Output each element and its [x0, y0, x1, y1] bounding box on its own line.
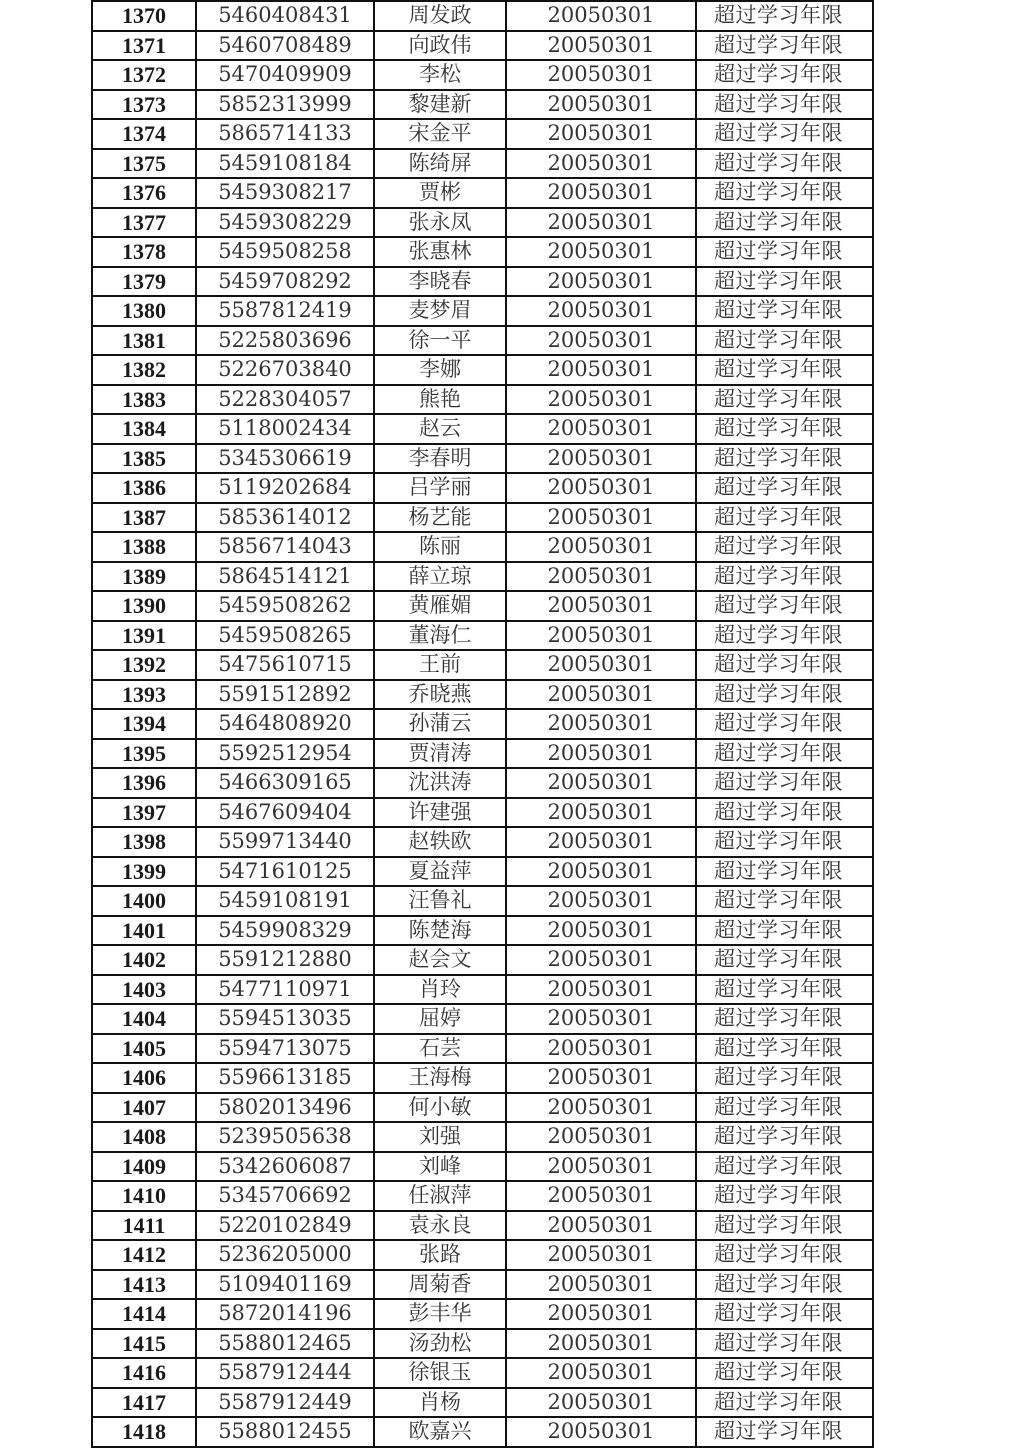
- row-number-cell: 1378: [92, 237, 196, 267]
- student-name-cell: 石芸: [374, 1034, 506, 1064]
- student-id-cell: 5459108184: [196, 149, 374, 179]
- student-name-cell: 麦梦眉: [374, 296, 506, 326]
- table-row: [92, 1240, 873, 1270]
- row-number-cell: 1416: [92, 1358, 196, 1388]
- date-cell: 20050301: [506, 975, 696, 1005]
- row-number-cell: 1395: [92, 739, 196, 769]
- row-number-cell: 1406: [92, 1063, 196, 1093]
- row-number-cell: 1379: [92, 267, 196, 297]
- row-number-cell: 1392: [92, 650, 196, 680]
- table-row: [92, 975, 873, 1005]
- student-name-cell: 王前: [374, 650, 506, 680]
- table-row: [92, 1093, 873, 1123]
- date-cell: 20050301: [506, 208, 696, 238]
- row-number-cell: 1394: [92, 709, 196, 739]
- reason-cell: 超过学习年限: [696, 326, 873, 356]
- date-cell: 20050301: [506, 1152, 696, 1182]
- reason-cell: 超过学习年限: [696, 1063, 873, 1093]
- row-number-cell: 1402: [92, 945, 196, 975]
- row-number-cell: 1371: [92, 31, 196, 61]
- reason-cell: 超过学习年限: [696, 296, 873, 326]
- date-cell: 20050301: [506, 1270, 696, 1300]
- student-id-cell: 5226703840: [196, 355, 374, 385]
- reason-cell: 超过学习年限: [696, 562, 873, 592]
- reason-cell: 超过学习年限: [696, 1211, 873, 1241]
- reason-cell: 超过学习年限: [696, 355, 873, 385]
- reason-cell: 超过学习年限: [696, 473, 873, 503]
- table-row: [92, 296, 873, 326]
- table-row: [92, 90, 873, 120]
- student-id-cell: 5596613185: [196, 1063, 374, 1093]
- row-number-cell: 1375: [92, 149, 196, 179]
- table-row: [92, 827, 873, 857]
- student-name-cell: 张惠林: [374, 237, 506, 267]
- row-number-cell: 1398: [92, 827, 196, 857]
- table-row: [92, 473, 873, 503]
- student-name-cell: 贾彬: [374, 178, 506, 208]
- student-id-cell: 5459708292: [196, 267, 374, 297]
- student-name-cell: 肖玲: [374, 975, 506, 1005]
- table-row: [92, 857, 873, 887]
- student-id-cell: 5864514121: [196, 562, 374, 592]
- reason-cell: 超过学习年限: [696, 1388, 873, 1418]
- table-row: [92, 326, 873, 356]
- student-name-cell: 肖杨: [374, 1388, 506, 1418]
- date-cell: 20050301: [506, 650, 696, 680]
- row-number-cell: 1400: [92, 886, 196, 916]
- table-row: [92, 591, 873, 621]
- reason-cell: 超过学习年限: [696, 739, 873, 769]
- student-id-cell: 5345706692: [196, 1181, 374, 1211]
- date-cell: 20050301: [506, 1417, 696, 1447]
- row-number-cell: 1370: [92, 1, 196, 31]
- student-name-cell: 宋金平: [374, 119, 506, 149]
- date-cell: 20050301: [506, 1063, 696, 1093]
- row-number-cell: 1385: [92, 444, 196, 474]
- table-row: [92, 1417, 873, 1447]
- table-row: [92, 1034, 873, 1064]
- student-name-cell: 汤劲松: [374, 1329, 506, 1359]
- reason-cell: 超过学习年限: [696, 1034, 873, 1064]
- student-name-cell: 徐一平: [374, 326, 506, 356]
- student-id-cell: 5852313999: [196, 90, 374, 120]
- student-name-cell: 刘强: [374, 1122, 506, 1152]
- table-row: [92, 385, 873, 415]
- student-id-cell: 5460408431: [196, 1, 374, 31]
- student-name-cell: 徐银玉: [374, 1358, 506, 1388]
- row-number-cell: 1414: [92, 1299, 196, 1329]
- student-id-cell: 5594713075: [196, 1034, 374, 1064]
- student-name-cell: 李娜: [374, 355, 506, 385]
- student-id-cell: 5470409909: [196, 60, 374, 90]
- row-number-cell: 1401: [92, 916, 196, 946]
- date-cell: 20050301: [506, 562, 696, 592]
- student-id-cell: 5459508262: [196, 591, 374, 621]
- student-name-cell: 董海仁: [374, 621, 506, 651]
- table-row: [92, 1270, 873, 1300]
- student-id-cell: 5109401169: [196, 1270, 374, 1300]
- table-body: [92, 1, 873, 1447]
- table-row: [92, 267, 873, 297]
- student-id-cell: 5587812419: [196, 296, 374, 326]
- row-number-cell: 1413: [92, 1270, 196, 1300]
- date-cell: 20050301: [506, 591, 696, 621]
- table-row: [92, 562, 873, 592]
- row-number-cell: 1412: [92, 1240, 196, 1270]
- date-cell: 20050301: [506, 768, 696, 798]
- table-row: [92, 208, 873, 238]
- row-number-cell: 1390: [92, 591, 196, 621]
- row-number-cell: 1383: [92, 385, 196, 415]
- student-name-cell: 夏益萍: [374, 857, 506, 887]
- row-number-cell: 1387: [92, 503, 196, 533]
- student-name-cell: 薛立琼: [374, 562, 506, 592]
- date-cell: 20050301: [506, 503, 696, 533]
- student-id-cell: 5459508258: [196, 237, 374, 267]
- table-row: [92, 119, 873, 149]
- student-id-cell: 5460708489: [196, 31, 374, 61]
- table-row: [92, 680, 873, 710]
- reason-cell: 超过学习年限: [696, 591, 873, 621]
- date-cell: 20050301: [506, 886, 696, 916]
- student-id-cell: 5464808920: [196, 709, 374, 739]
- student-id-cell: 5228304057: [196, 385, 374, 415]
- student-name-cell: 任淑萍: [374, 1181, 506, 1211]
- student-id-cell: 5466309165: [196, 768, 374, 798]
- row-number-cell: 1388: [92, 532, 196, 562]
- student-id-cell: 5594513035: [196, 1004, 374, 1034]
- date-cell: 20050301: [506, 1181, 696, 1211]
- student-name-cell: 吕学丽: [374, 473, 506, 503]
- row-number-cell: 1399: [92, 857, 196, 887]
- date-cell: 20050301: [506, 296, 696, 326]
- student-id-cell: 5587912449: [196, 1388, 374, 1418]
- row-number-cell: 1372: [92, 60, 196, 90]
- student-id-cell: 5345306619: [196, 444, 374, 474]
- date-cell: 20050301: [506, 90, 696, 120]
- date-cell: 20050301: [506, 1329, 696, 1359]
- student-name-cell: 周发政: [374, 1, 506, 31]
- table-row: [92, 178, 873, 208]
- table-row: [92, 1152, 873, 1182]
- reason-cell: 超过学习年限: [696, 886, 873, 916]
- table-row: [92, 886, 873, 916]
- reason-cell: 超过学习年限: [696, 149, 873, 179]
- table-row: [92, 532, 873, 562]
- student-name-cell: 李春明: [374, 444, 506, 474]
- reason-cell: 超过学习年限: [696, 31, 873, 61]
- student-id-cell: 5459508265: [196, 621, 374, 651]
- table-row: [92, 1, 873, 31]
- reason-cell: 超过学习年限: [696, 768, 873, 798]
- table-row: [92, 1004, 873, 1034]
- row-number-cell: 1377: [92, 208, 196, 238]
- date-cell: 20050301: [506, 473, 696, 503]
- reason-cell: 超过学习年限: [696, 267, 873, 297]
- reason-cell: 超过学习年限: [696, 385, 873, 415]
- date-cell: 20050301: [506, 119, 696, 149]
- student-name-cell: 孙蒲云: [374, 709, 506, 739]
- row-number-cell: 1403: [92, 975, 196, 1005]
- reason-cell: 超过学习年限: [696, 1152, 873, 1182]
- student-id-cell: 5856714043: [196, 532, 374, 562]
- student-id-cell: 5459308229: [196, 208, 374, 238]
- student-name-cell: 乔晓燕: [374, 680, 506, 710]
- table-row: [92, 768, 873, 798]
- date-cell: 20050301: [506, 532, 696, 562]
- student-name-cell: 王海梅: [374, 1063, 506, 1093]
- student-id-cell: 5239505638: [196, 1122, 374, 1152]
- table-row: [92, 1329, 873, 1359]
- row-number-cell: 1393: [92, 680, 196, 710]
- reason-cell: 超过学习年限: [696, 90, 873, 120]
- student-name-cell: 张永凤: [374, 208, 506, 238]
- student-id-cell: 5220102849: [196, 1211, 374, 1241]
- student-name-cell: 陈楚海: [374, 916, 506, 946]
- date-cell: 20050301: [506, 326, 696, 356]
- reason-cell: 超过学习年限: [696, 1, 873, 31]
- table-row: [92, 444, 873, 474]
- reason-cell: 超过学习年限: [696, 237, 873, 267]
- student-name-cell: 熊艳: [374, 385, 506, 415]
- row-number-cell: 1384: [92, 414, 196, 444]
- student-name-cell: 周菊香: [374, 1270, 506, 1300]
- date-cell: 20050301: [506, 1358, 696, 1388]
- student-id-cell: 5459108191: [196, 886, 374, 916]
- table-row: [92, 916, 873, 946]
- reason-cell: 超过学习年限: [696, 208, 873, 238]
- table-row: [92, 1388, 873, 1418]
- student-id-cell: 5865714133: [196, 119, 374, 149]
- reason-cell: 超过学习年限: [696, 975, 873, 1005]
- row-number-cell: 1386: [92, 473, 196, 503]
- date-cell: 20050301: [506, 1004, 696, 1034]
- student-name-cell: 刘峰: [374, 1152, 506, 1182]
- row-number-cell: 1410: [92, 1181, 196, 1211]
- row-number-cell: 1417: [92, 1388, 196, 1418]
- table-row: [92, 1358, 873, 1388]
- row-number-cell: 1418: [92, 1417, 196, 1447]
- row-number-cell: 1415: [92, 1329, 196, 1359]
- student-id-cell: 5471610125: [196, 857, 374, 887]
- table-row: [92, 739, 873, 769]
- reason-cell: 超过学习年限: [696, 621, 873, 651]
- table-row: [92, 60, 873, 90]
- student-id-cell: 5477110971: [196, 975, 374, 1005]
- reason-cell: 超过学习年限: [696, 178, 873, 208]
- student-name-cell: 贾清涛: [374, 739, 506, 769]
- student-id-cell: 5225803696: [196, 326, 374, 356]
- student-id-cell: 5853614012: [196, 503, 374, 533]
- date-cell: 20050301: [506, 60, 696, 90]
- student-name-cell: 何小敏: [374, 1093, 506, 1123]
- date-cell: 20050301: [506, 385, 696, 415]
- table-row: [92, 709, 873, 739]
- table-row: [92, 945, 873, 975]
- table-row: [92, 237, 873, 267]
- reason-cell: 超过学习年限: [696, 444, 873, 474]
- row-number-cell: 1391: [92, 621, 196, 651]
- reason-cell: 超过学习年限: [696, 1358, 873, 1388]
- date-cell: 20050301: [506, 355, 696, 385]
- row-number-cell: 1373: [92, 90, 196, 120]
- student-name-cell: 赵会文: [374, 945, 506, 975]
- student-name-cell: 陈绮屏: [374, 149, 506, 179]
- reason-cell: 超过学习年限: [696, 857, 873, 887]
- date-cell: 20050301: [506, 31, 696, 61]
- reason-cell: 超过学习年限: [696, 1240, 873, 1270]
- date-cell: 20050301: [506, 709, 696, 739]
- date-cell: 20050301: [506, 1034, 696, 1064]
- reason-cell: 超过学习年限: [696, 680, 873, 710]
- row-number-cell: 1407: [92, 1093, 196, 1123]
- row-number-cell: 1409: [92, 1152, 196, 1182]
- reason-cell: 超过学习年限: [696, 1417, 873, 1447]
- reason-cell: 超过学习年限: [696, 1004, 873, 1034]
- date-cell: 20050301: [506, 414, 696, 444]
- student-id-cell: 5591512892: [196, 680, 374, 710]
- student-name-cell: 彭丰华: [374, 1299, 506, 1329]
- table-row: [92, 414, 873, 444]
- table-row: [92, 1181, 873, 1211]
- student-id-cell: 5236205000: [196, 1240, 374, 1270]
- table-row: [92, 1299, 873, 1329]
- student-name-cell: 黄雁媚: [374, 591, 506, 621]
- date-cell: 20050301: [506, 827, 696, 857]
- student-name-cell: 陈丽: [374, 532, 506, 562]
- row-number-cell: 1397: [92, 798, 196, 828]
- table-row: [92, 1063, 873, 1093]
- reason-cell: 超过学习年限: [696, 945, 873, 975]
- reason-cell: 超过学习年限: [696, 1270, 873, 1300]
- reason-cell: 超过学习年限: [696, 414, 873, 444]
- reason-cell: 超过学习年限: [696, 1122, 873, 1152]
- student-id-cell: 5475610715: [196, 650, 374, 680]
- date-cell: 20050301: [506, 945, 696, 975]
- table-row: [92, 798, 873, 828]
- date-cell: 20050301: [506, 739, 696, 769]
- student-name-cell: 赵轶欧: [374, 827, 506, 857]
- student-name-cell: 黎建新: [374, 90, 506, 120]
- reason-cell: 超过学习年限: [696, 650, 873, 680]
- reason-cell: 超过学习年限: [696, 916, 873, 946]
- table-row: [92, 149, 873, 179]
- reason-cell: 超过学习年限: [696, 1181, 873, 1211]
- student-name-cell: 屈婷: [374, 1004, 506, 1034]
- date-cell: 20050301: [506, 621, 696, 651]
- student-name-cell: 袁永良: [374, 1211, 506, 1241]
- row-number-cell: 1408: [92, 1122, 196, 1152]
- table-row: [92, 650, 873, 680]
- date-cell: 20050301: [506, 1388, 696, 1418]
- reason-cell: 超过学习年限: [696, 503, 873, 533]
- student-name-cell: 欧嘉兴: [374, 1417, 506, 1447]
- reason-cell: 超过学习年限: [696, 1093, 873, 1123]
- date-cell: 20050301: [506, 857, 696, 887]
- table-row: [92, 503, 873, 533]
- student-id-cell: 5459308217: [196, 178, 374, 208]
- date-cell: 20050301: [506, 149, 696, 179]
- student-id-cell: 5118002434: [196, 414, 374, 444]
- student-id-cell: 5587912444: [196, 1358, 374, 1388]
- student-id-cell: 5872014196: [196, 1299, 374, 1329]
- student-id-cell: 5592512954: [196, 739, 374, 769]
- table-row: [92, 355, 873, 385]
- row-number-cell: 1396: [92, 768, 196, 798]
- student-id-cell: 5588012455: [196, 1417, 374, 1447]
- date-cell: 20050301: [506, 1, 696, 31]
- row-number-cell: 1374: [92, 119, 196, 149]
- student-id-cell: 5459908329: [196, 916, 374, 946]
- date-cell: 20050301: [506, 916, 696, 946]
- student-name-cell: 沈洪涛: [374, 768, 506, 798]
- student-id-cell: 5802013496: [196, 1093, 374, 1123]
- student-name-cell: 赵云: [374, 414, 506, 444]
- table-row: [92, 31, 873, 61]
- row-number-cell: 1389: [92, 562, 196, 592]
- table-row: [92, 621, 873, 651]
- reason-cell: 超过学习年限: [696, 119, 873, 149]
- student-name-cell: 汪鲁礼: [374, 886, 506, 916]
- date-cell: 20050301: [506, 1240, 696, 1270]
- date-cell: 20050301: [506, 178, 696, 208]
- date-cell: 20050301: [506, 1299, 696, 1329]
- reason-cell: 超过学习年限: [696, 798, 873, 828]
- row-number-cell: 1404: [92, 1004, 196, 1034]
- date-cell: 20050301: [506, 798, 696, 828]
- student-id-cell: 5119202684: [196, 473, 374, 503]
- table-row: [92, 1122, 873, 1152]
- date-cell: 20050301: [506, 1211, 696, 1241]
- reason-cell: 超过学习年限: [696, 827, 873, 857]
- student-name-cell: 杨艺能: [374, 503, 506, 533]
- row-number-cell: 1411: [92, 1211, 196, 1241]
- date-cell: 20050301: [506, 237, 696, 267]
- reason-cell: 超过学习年限: [696, 709, 873, 739]
- row-number-cell: 1376: [92, 178, 196, 208]
- date-cell: 20050301: [506, 1093, 696, 1123]
- row-number-cell: 1382: [92, 355, 196, 385]
- student-id-cell: 5467609404: [196, 798, 374, 828]
- row-number-cell: 1380: [92, 296, 196, 326]
- student-name-cell: 张路: [374, 1240, 506, 1270]
- table-row: [92, 1211, 873, 1241]
- row-number-cell: 1381: [92, 326, 196, 356]
- reason-cell: 超过学习年限: [696, 60, 873, 90]
- reason-cell: 超过学习年限: [696, 1329, 873, 1359]
- row-number-cell: 1405: [92, 1034, 196, 1064]
- student-id-cell: 5591212880: [196, 945, 374, 975]
- date-cell: 20050301: [506, 444, 696, 474]
- student-name-cell: 向政伟: [374, 31, 506, 61]
- reason-cell: 超过学习年限: [696, 532, 873, 562]
- date-cell: 20050301: [506, 267, 696, 297]
- reason-cell: 超过学习年限: [696, 1299, 873, 1329]
- student-name-cell: 李松: [374, 60, 506, 90]
- student-table: [91, 0, 874, 1448]
- date-cell: 20050301: [506, 680, 696, 710]
- student-id-cell: 5599713440: [196, 827, 374, 857]
- student-name-cell: 李晓春: [374, 267, 506, 297]
- student-id-cell: 5588012465: [196, 1329, 374, 1359]
- student-name-cell: 许建强: [374, 798, 506, 828]
- student-id-cell: 5342606087: [196, 1152, 374, 1182]
- date-cell: 20050301: [506, 1122, 696, 1152]
